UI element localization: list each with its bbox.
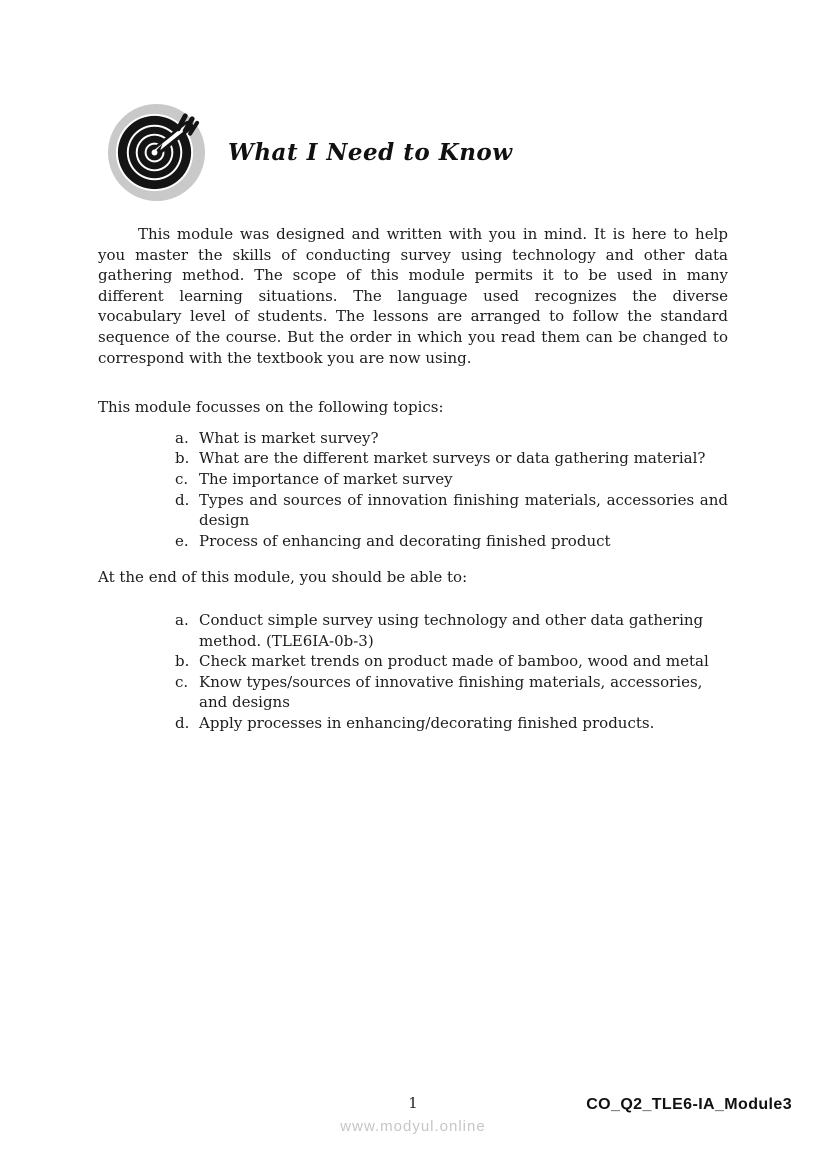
topic-item — [175, 428, 728, 449]
topic-item-text: Process of enhancing and decorating finished product — [199, 531, 611, 550]
objective-item-text: Conduct simple survey using technology and other data gathering method. (TLE6IA-0b-3) — [199, 610, 704, 650]
topic-item-marker: d. — [175, 490, 190, 509]
intro-paragraph: This module was designed and written with you in mind. It is here to help you master the skills of conducting survey using technology and other data gathering method. The scope of this module permits it to be used in many different learning situations. The language used recognizes the diverse vocabulary level of students. The lessons are arranged to follow the standard sequence of the course. But the order in which you read them can be changed to correspond with the textbook you are now using. — [98, 225, 728, 367]
topic-item-text: What is market survey? — [199, 428, 379, 447]
topic-item-text: Types and sources of innovation finishing materials, accessories and design — [199, 490, 728, 530]
topic-item-marker: b. — [175, 449, 190, 468]
page-number: 1 — [408, 1094, 418, 1112]
objectives-list — [98, 610, 728, 734]
page-header — [107, 103, 513, 202]
topic-item-text: What are the different market surveys or data gathering material? — [199, 449, 706, 468]
topic-item — [175, 531, 728, 552]
topic-item-marker: e. — [175, 531, 189, 550]
objective-item-marker: c. — [175, 672, 189, 691]
topics-heading: This module focusses on the following topics: — [98, 398, 444, 417]
objective-item-text: Check market trends on product made of bamboo, wood and metal — [199, 652, 709, 671]
topic-item — [175, 469, 728, 490]
module-code: CO_Q2_TLE6-IA_Module3 — [586, 1096, 792, 1113]
topic-item-text: The importance of market survey — [199, 469, 453, 488]
objective-item — [175, 610, 728, 651]
objective-item — [175, 713, 728, 734]
topic-item — [175, 490, 728, 531]
objective-item — [175, 651, 728, 672]
module-body — [98, 224, 728, 733]
objective-item-marker: a. — [175, 610, 189, 629]
topic-item-marker: a. — [175, 428, 189, 447]
topic-item — [175, 448, 728, 469]
topic-item-marker: c. — [175, 469, 189, 488]
objectives-heading: At the end of this module, you should be able to: — [98, 568, 468, 587]
objective-item-marker: d. — [175, 713, 190, 732]
topics-list — [98, 428, 728, 552]
objective-item-text: Know types/sources of innovative finishing materials, accessories, and designs — [199, 672, 703, 712]
objective-item — [175, 672, 728, 713]
objective-item-text: Apply processes in enhancing/decorating finished products. — [199, 713, 655, 732]
objective-item-marker: b. — [175, 652, 190, 671]
page-title: What I Need to Know — [228, 139, 513, 166]
watermark: www.modyul.online — [340, 1118, 486, 1135]
target-arrow-icon — [107, 103, 206, 202]
